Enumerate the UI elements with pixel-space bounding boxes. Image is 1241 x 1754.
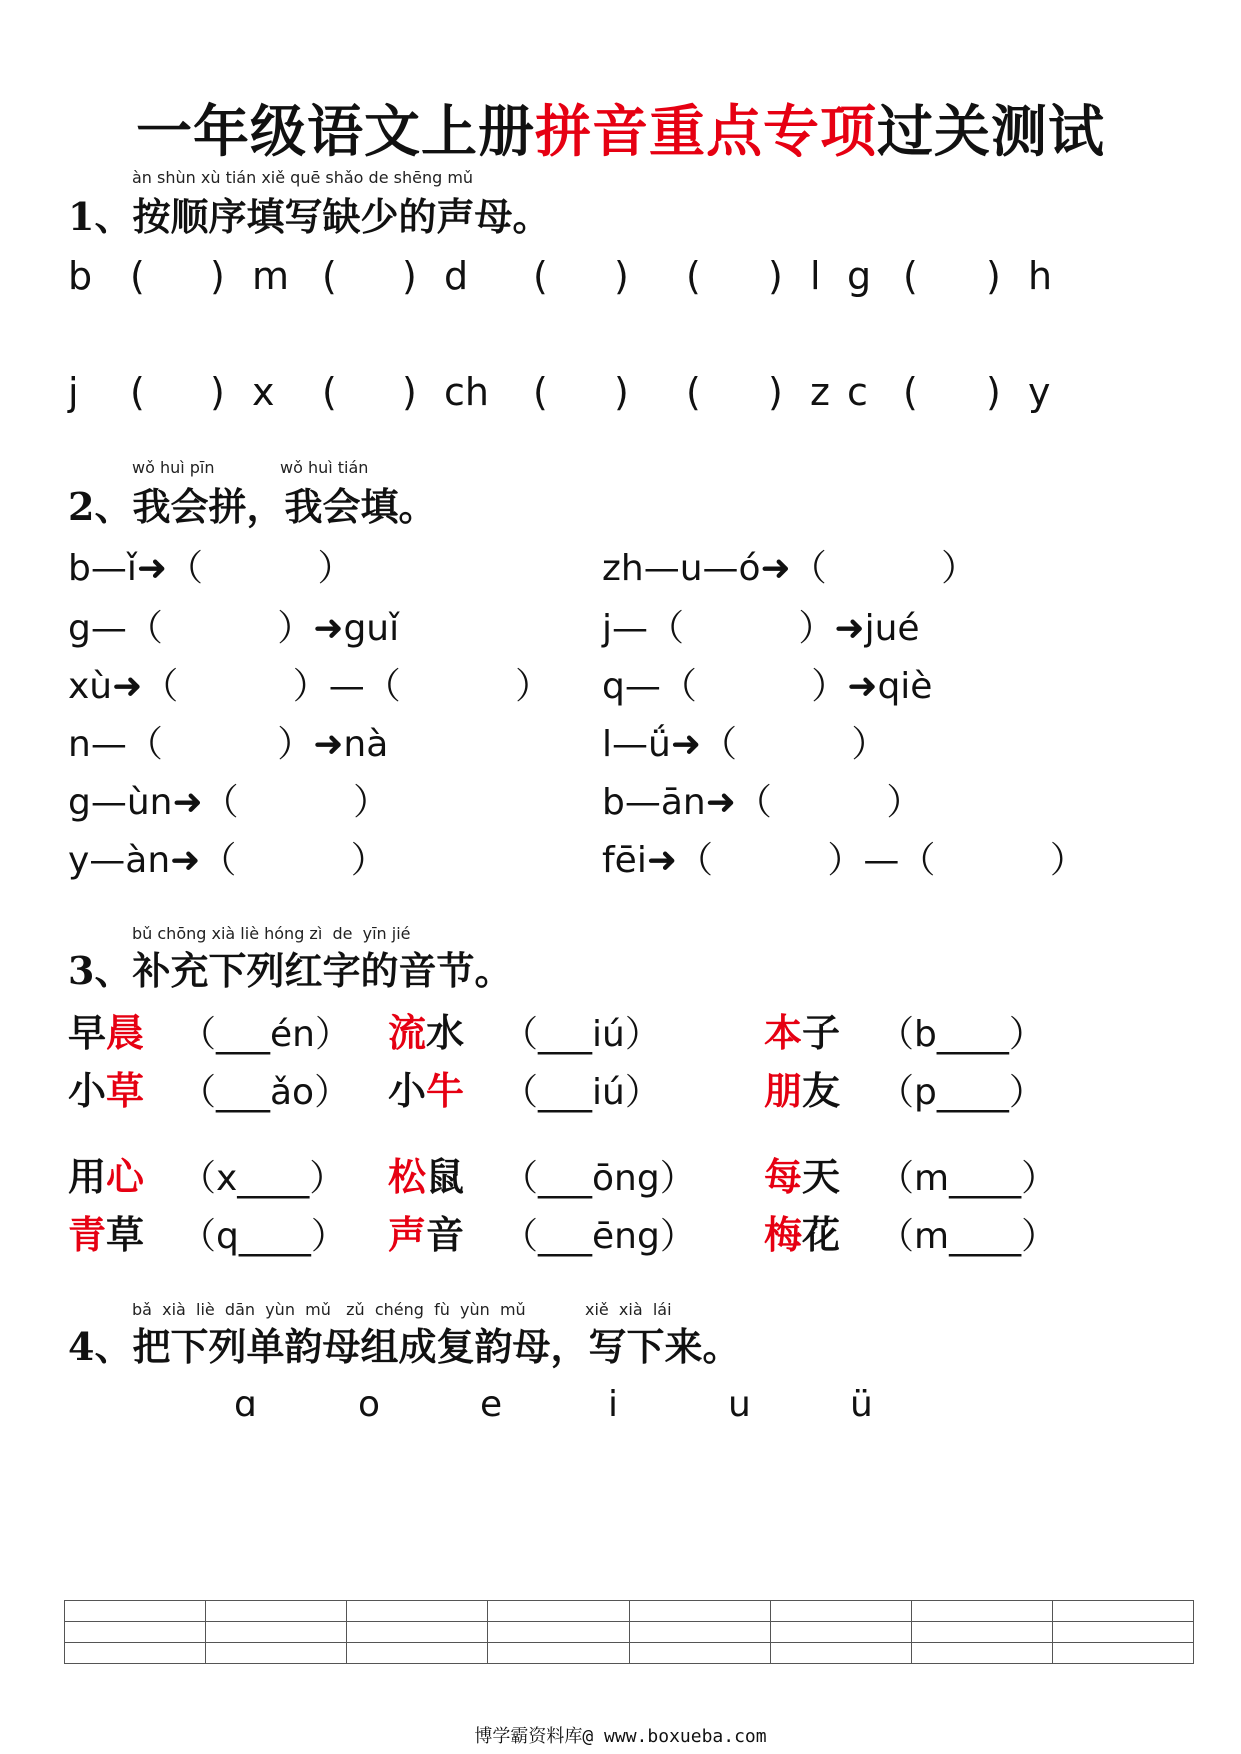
q1-token: ( (903, 254, 918, 298)
q3-char-2: 牛 (426, 1068, 465, 1113)
q3-word (68, 1060, 144, 1115)
q3-char-2: 子 (802, 1010, 841, 1055)
q4-vowel: i (608, 1384, 619, 1425)
q1-token: ( (903, 370, 918, 414)
q1-token: ) (986, 254, 1001, 298)
q1-token: ( (533, 370, 548, 414)
q3-word (388, 1204, 464, 1259)
q3-char-1: 本 (764, 1010, 803, 1055)
q3-char-1: 梅 (764, 1212, 803, 1257)
writing-grid (64, 1600, 1194, 1664)
q3-char-1: 松 (388, 1154, 427, 1199)
q2-line: b—ǐ➜（ ） (68, 548, 354, 589)
q3-char-2: 水 (426, 1010, 465, 1055)
q2-line: l—ǘ➜（ ） (602, 724, 888, 765)
q1-token: j (68, 370, 79, 414)
q3-word (388, 1002, 464, 1057)
q1-token: y (1028, 370, 1051, 414)
q1-token: ( (686, 370, 701, 414)
q1-heading: 1、按顺序填写缺少的声母。 (68, 194, 551, 239)
q3-char-2: 晨 (106, 1010, 145, 1055)
q3-char-2: 天 (802, 1154, 841, 1199)
q2-line: fēi➜（ ）—（ ） (602, 840, 1086, 881)
q4-vowel: ɑ (234, 1384, 257, 1425)
q4-vowel: u (728, 1384, 751, 1425)
q3-char-2: 心 (106, 1154, 145, 1199)
q2-pinyin-2: wǒ huì tián (280, 458, 369, 477)
q3-answer-blank: （x____） (180, 1158, 346, 1199)
q1-token: ) (402, 254, 417, 298)
q3-pinyin: bǔ chōng xià liè hóng zì de yīn jié (132, 924, 411, 943)
q3-char-1: 早 (68, 1010, 107, 1055)
q2-line: q—（ ）➜qiè (602, 666, 933, 707)
q1-token: ) (210, 254, 225, 298)
q3-char-2: 花 (802, 1212, 841, 1257)
q3-word (764, 1146, 840, 1201)
page-title (0, 88, 1241, 168)
q4-pinyin-2: xiě xià lái (585, 1300, 672, 1319)
q3-char-2: 草 (106, 1068, 145, 1113)
title-part-1: 一年级语文上册 (136, 99, 535, 165)
q3-char-1: 朋 (764, 1068, 803, 1113)
q1-token: z (810, 370, 830, 414)
q1-token: c (847, 370, 868, 414)
q2-line: n—（ ）➜nà (68, 724, 389, 765)
q3-word (68, 1002, 144, 1057)
q2-line: xù➜（ ）—（ ） (68, 666, 552, 707)
q3-word (764, 1204, 840, 1259)
q2-line: zh—u—ó➜（ ） (602, 548, 978, 589)
title-part-2: 拼音重点专项 (535, 99, 877, 165)
q3-word (388, 1060, 464, 1115)
q3-word (68, 1146, 144, 1201)
q3-char-2: 友 (802, 1068, 841, 1113)
q3-char-2: 鼠 (426, 1154, 465, 1199)
q4-vowel: o (358, 1384, 381, 1425)
q1-token: ( (686, 254, 701, 298)
q3-answer-blank: （p____） (878, 1072, 1045, 1113)
q3-answer-blank: （m____） (878, 1158, 1058, 1199)
q1-token: ( (130, 370, 145, 414)
q3-heading: 3、补充下列红字的音节。 (68, 948, 513, 993)
q3-char-1: 声 (388, 1212, 427, 1257)
footer-watermark: 博学霸资料库@ www.boxueba.com (474, 1726, 767, 1747)
q3-answer-blank: （___ōng） (502, 1158, 696, 1199)
q1-token: ( (322, 370, 337, 414)
q3-char-1: 每 (764, 1154, 803, 1199)
q3-char-1: 青 (68, 1212, 107, 1257)
q1-token: ) (768, 254, 783, 298)
q2-line: j—（ ）➜jué (602, 608, 920, 649)
q3-char-1: 小 (68, 1068, 107, 1113)
q3-word (764, 1060, 840, 1115)
q3-answer-blank: （m____） (878, 1216, 1058, 1257)
q3-answer-blank: （___ǎo） (180, 1072, 351, 1113)
q1-token: m (252, 254, 290, 298)
q1-pinyin: àn shùn xù tián xiě quē shǎo de shēng mǔ (132, 168, 474, 187)
q1-token: ( (130, 254, 145, 298)
q1-token: ) (614, 370, 629, 414)
q3-char-2: 音 (426, 1212, 465, 1257)
q3-answer-blank: （q____） (180, 1216, 347, 1257)
q3-char-2: 草 (106, 1212, 145, 1257)
q3-answer-blank: （___én） (180, 1014, 351, 1055)
q1-token: ) (614, 254, 629, 298)
q2-line: g—ùn➜（ ） (68, 782, 390, 823)
q3-answer-blank: （___iú） (502, 1014, 661, 1055)
q1-token: g (847, 254, 872, 298)
q3-answer-blank: （b____） (878, 1014, 1045, 1055)
q3-word (68, 1204, 144, 1259)
q3-char-1: 小 (388, 1068, 427, 1113)
q3-char-1: 用 (68, 1154, 107, 1199)
q1-token: b (68, 254, 93, 298)
q2-heading: 2、我会拼，我会填。 (68, 484, 437, 529)
q1-token: x (252, 370, 275, 414)
q4-pinyin-1: bǎ xià liè dān yùn mǔ zǔ chéng fù yùn mǔ (132, 1300, 526, 1319)
q1-token: ch (444, 370, 489, 414)
title-part-3: 过关测试 (877, 99, 1105, 165)
q1-token: ) (768, 370, 783, 414)
q4-vowel: e (480, 1384, 503, 1425)
q1-token: ( (533, 254, 548, 298)
q2-line: g—（ ）➜guǐ (68, 608, 400, 649)
q3-answer-blank: （___ēng） (502, 1216, 696, 1257)
q3-char-1: 流 (388, 1010, 427, 1055)
q1-token: ) (402, 370, 417, 414)
q3-answer-blank: （___iú） (502, 1072, 661, 1113)
q1-token: ) (986, 370, 1001, 414)
q3-word (388, 1146, 464, 1201)
q4-vowel: ü (850, 1384, 873, 1425)
q1-token: ) (210, 370, 225, 414)
q1-token: h (1028, 254, 1053, 298)
q1-token: l (810, 254, 821, 298)
q1-token: ( (322, 254, 337, 298)
q2-line: b—ān➜（ ） (602, 782, 923, 823)
q3-word (764, 1002, 840, 1057)
q2-pinyin-1: wǒ huì pīn (132, 458, 215, 477)
q2-line: y—àn➜（ ） (68, 840, 387, 881)
q4-heading: 4、把下列单韵母组成复韵母，写下来。 (68, 1324, 741, 1369)
q1-token: d (444, 254, 469, 298)
